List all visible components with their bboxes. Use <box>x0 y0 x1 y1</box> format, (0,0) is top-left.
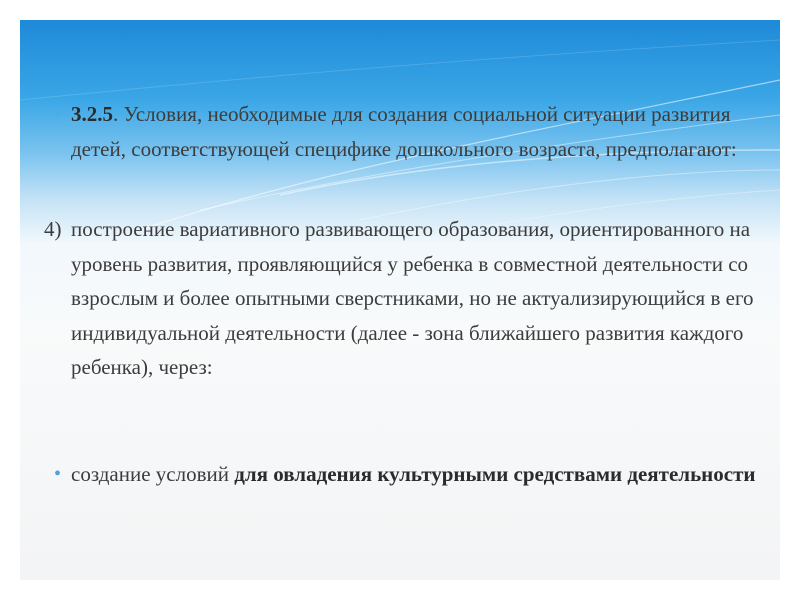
paragraph-creation-text: создание условий <box>71 462 235 486</box>
paragraph-conditions-text: . Условия, необходимые для создания социальной ситуации развития детей, соответствующей специфике дошкольного возраста, предполагают: <box>71 102 737 161</box>
paragraph-item-4-text: построение вариативного развивающего образования, ориентированного на уровень развития, проявляющийся у ребенка в совместной деятельности со взрослым и более опытными сверстниками, но не актуализирующийся в его индивидуальной деятельности (далее - зона ближайшего развития каждого ребенка), через: <box>71 217 754 379</box>
bullet-icon: • <box>54 463 62 485</box>
slide <box>20 20 780 580</box>
paragraph-creation-bold-text: для овладения культурными средствами деятельности <box>234 462 756 486</box>
section-number: 3.2.5 <box>71 102 113 126</box>
slide-content <box>20 20 780 580</box>
paragraph-item-4 <box>44 212 761 385</box>
paragraph-creation <box>54 457 761 492</box>
paragraph-conditions <box>54 97 761 166</box>
item-marker: 4) <box>44 217 62 241</box>
bullet-icon: ◦ <box>54 107 59 121</box>
